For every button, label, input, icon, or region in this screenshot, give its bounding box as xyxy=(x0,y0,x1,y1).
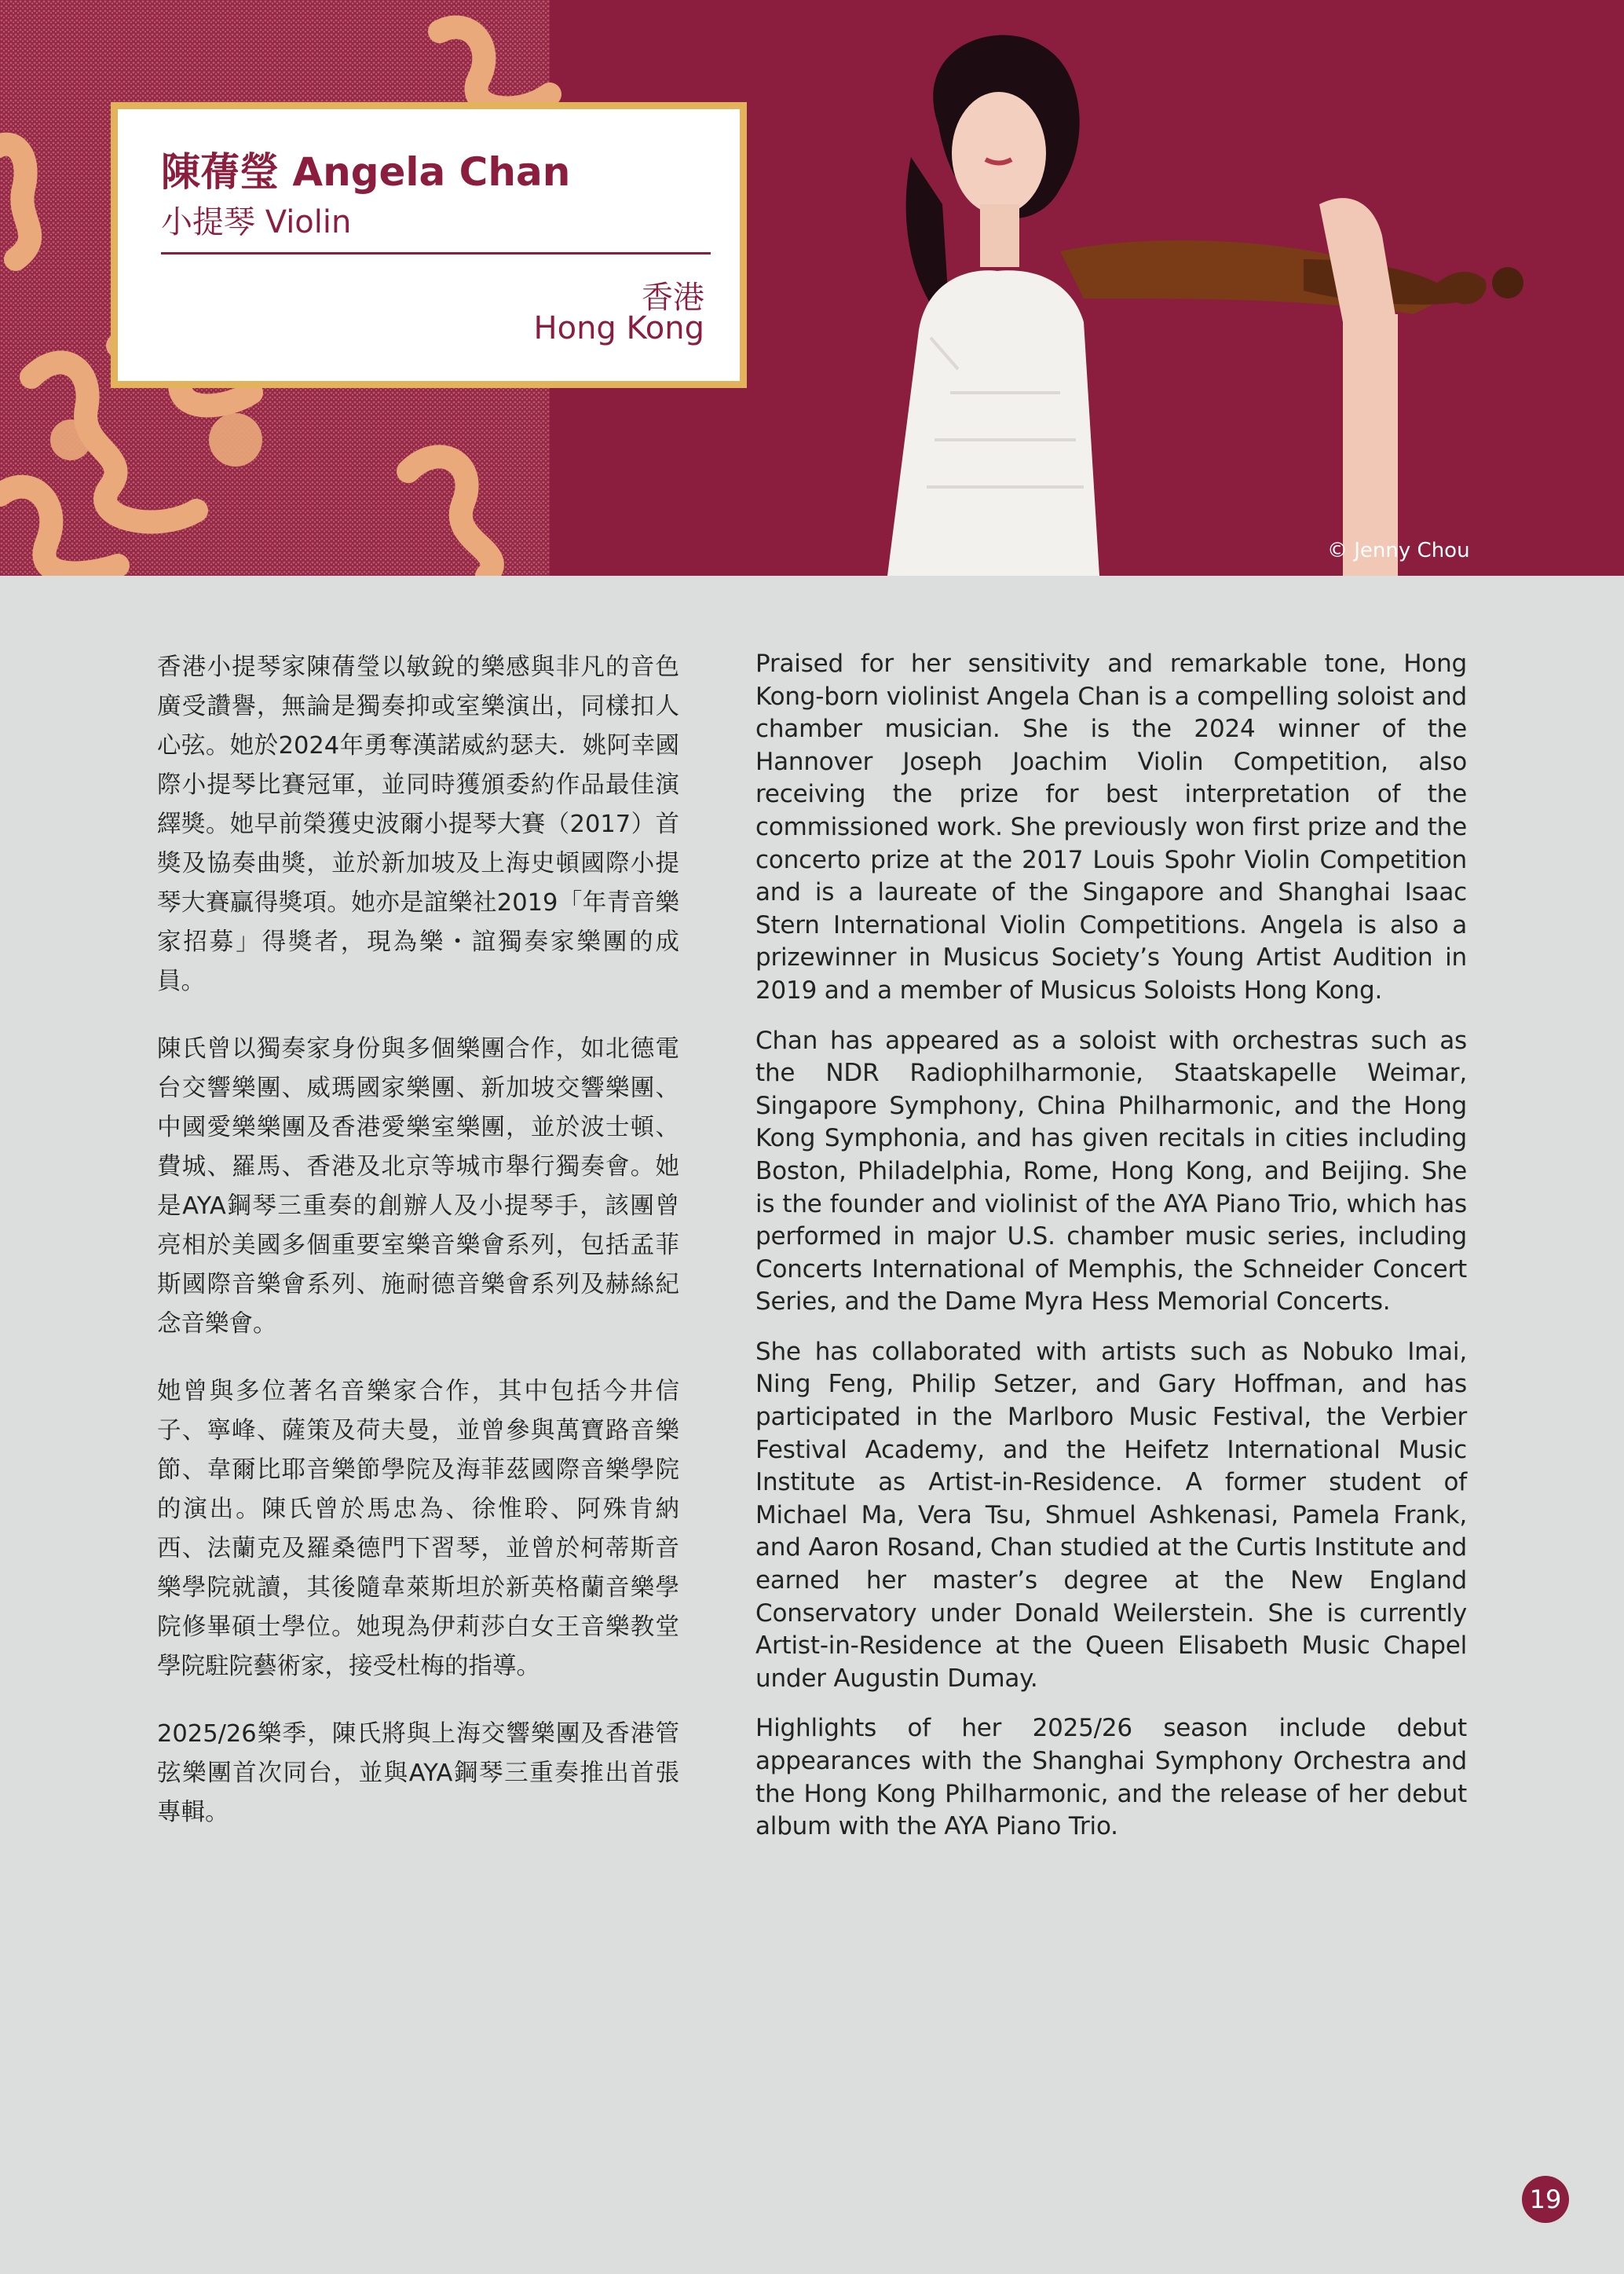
page-number: 19 xyxy=(1522,2176,1569,2223)
bio-chinese-column xyxy=(157,648,679,1861)
divider xyxy=(161,252,711,254)
photo-credit: © Jenny Chou xyxy=(1327,539,1470,562)
bio-en-paragraph: Chan has appeared as a soloist with orchestras such as the NDR Radiophilharmonie, Staatskapelle Weimar, Singapore Symphony, China Philharmonic, and the Hong Kong Symphonia, and has given recitals in cities including Boston, Philadelphia, Rome, Hong Kong, and Beijing. She is the founder and violinist of the AYA Piano Trio, which has performed in major U.S. chamber music series, including Concerts International of Memphis, the Schneider Concert Series, and the Dame Myra Hess Memorial Concerts. xyxy=(755,1026,1467,1316)
bio-en-paragraph: She has collaborated with artists such as Nobuko Imai, Ning Feng, Philip Setzer, and Gary Hoffman, and has participated in the Marlboro Music Festival, the Verbier Festival Academy, and the Heifetz International Music Institute as Artist-in-Residence. A former student of Michael Ma, Vera Tsu, Shmuel Ashkenasi, Pamela Frank, and Aaron Rosand, Chan studied at the Curtis Institute and earned her master’s degree at the New England Conservatory under Donald Weilerstein. She is currently Artist-in-Residence at the Queen Elisabeth Music Chapel under Augustin Dumay. xyxy=(755,1337,1467,1693)
bio-english-column xyxy=(755,648,1467,1861)
bio-en-paragraph: Praised for her sensitivity and remarkable tone, Hong Kong-born violinist Angela Chan is a compelling soloist and chamber musician. She is the 2024 winner of the Hannover Joseph Joachim Violin Competition, also receiving the prize for best interpretation of the commissioned work. She previously won first prize and the concerto prize at the 2017 Louis Spohr Violin Competition and is a laureate of the Singapore and Shanghai Isaac Stern International Violin Competitions. Angela is also a prizewinner in Musicus Society’s Young Artist Audition in 2019 and a member of Musicus Soloists Hong Kong. xyxy=(755,650,1467,1005)
page-title: 陳蒨瑩 Angela Chan xyxy=(161,149,571,195)
bio-zh-paragraph: 香港小提琴家陳蒨瑩以敏銳的樂感與非凡的音色廣受讚譽，無論是獨奏抑或室樂演出，同樣扣人心弦。她於2024年勇奪漢諾威約瑟夫．姚阿幸國際小提琴比賽冠軍，並同時獲頒委約作品最佳演繹獎。她早前榮獲史波爾小提琴大賽（2017）首獎及協奏曲獎，並於新加坡及上海史頓國際小提琴大賽贏得獎項。她亦是誼樂社2019「年青音樂家招募」得獎者，現為樂・誼獨奏家樂團的成員。 xyxy=(157,654,679,995)
violinist-photo xyxy=(801,0,1624,576)
bio-zh-paragraph: 2025/26樂季，陳氏將與上海交響樂團及香港管弦樂團首次同台，並與AYA鋼琴三重奏推出首張專輯。 xyxy=(157,1720,679,1826)
bio-en-paragraph: Highlights of her 2025/26 season include debut appearances with the Shanghai Symphony Orchestra and the Hong Kong Philharmonic, and the release of her debut album with the AYA Piano Trio. xyxy=(755,1714,1467,1841)
name-card xyxy=(111,102,747,388)
bio-zh-paragraph: 陳氏曾以獨奏家身份與多個樂團合作，如北德電台交響樂團、威瑪國家樂團、新加坡交響樂團、中國愛樂樂團及香港愛樂室樂團，並於波士頓、費城、羅馬、香港及北京等城市舉行獨奏會。她是AYA鋼琴三重奏的創辦人及小提琴手，該團曾亮相於美國多個重要室樂音樂會系列，包括孟菲斯國際音樂會系列、施耐德音樂會系列及赫絲紀念音樂會。 xyxy=(157,1035,679,1338)
location-en: Hong Kong xyxy=(533,310,704,346)
instrument-subtitle: 小提琴 Violin xyxy=(161,204,352,240)
header-banner xyxy=(0,0,1624,576)
location-zh: 香港 xyxy=(642,280,704,316)
bio-zh-paragraph: 她曾與多位著名音樂家合作，其中包括今井信子、寧峰、薩策及荷夫曼，並曾參與萬寶路音樂節、韋爾比耶音樂節學院及海菲茲國際音樂學院的演出。陳氏曾於馬忠為、徐惟聆、阿殊肯納西、法蘭克及羅桑德門下習琴，並曾於柯蒂斯音樂學院就讀，其後隨韋萊斯坦於新英格蘭音樂學院修畢碩士學位。她現為伊莉莎白女王音樂教堂學院駐院藝術家，接受杜梅的指導。 xyxy=(157,1378,679,1680)
